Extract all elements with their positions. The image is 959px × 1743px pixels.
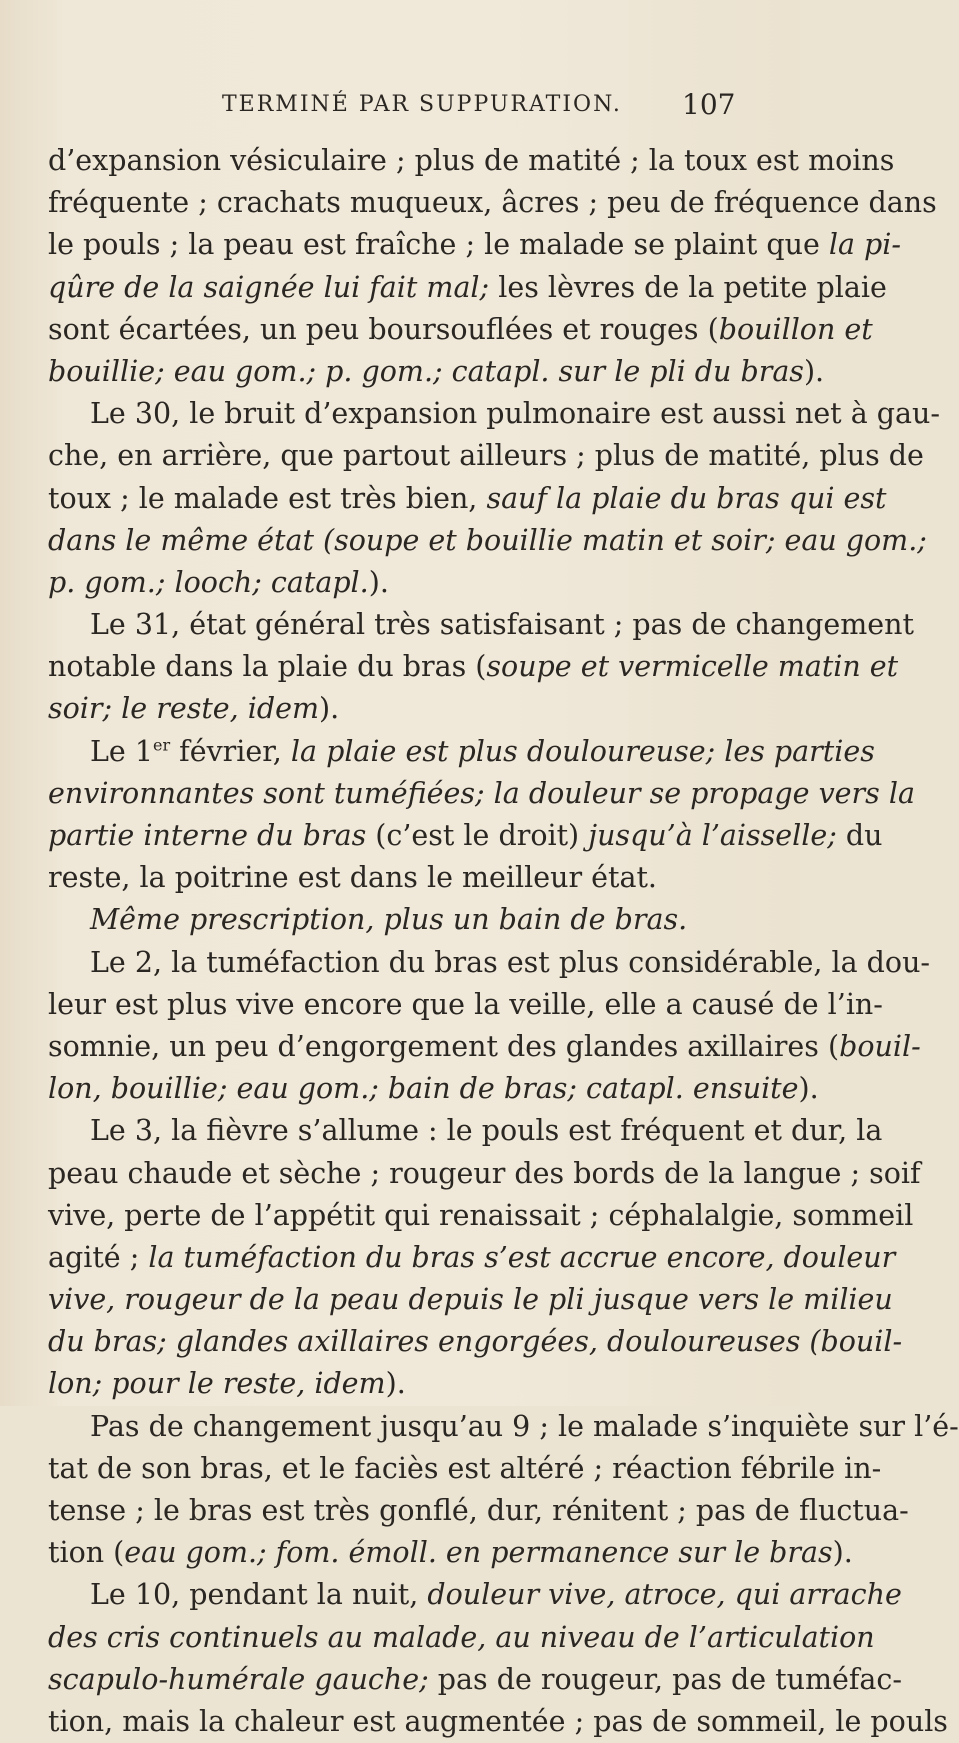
text-line <box>48 267 887 309</box>
text-line <box>48 688 772 730</box>
italic-text: environnantes sont tuméfiées; la douleur se propage vers la <box>48 776 915 810</box>
text-line <box>48 857 772 899</box>
text-segment: Le 3, la fièvre s’allume : le pouls est fréquent et dur, la <box>90 1114 883 1148</box>
text-segment: tat de son bras, et le faciès est altéré ; réaction fébrile in- <box>48 1451 882 1485</box>
text-line <box>48 1195 914 1237</box>
text-line <box>48 1617 875 1659</box>
text-segment: sont écartées, un peu boursouflées et rouges ( <box>48 312 719 346</box>
text-segment: Le 1 <box>90 734 153 768</box>
text-line <box>48 1279 893 1321</box>
text-segment: leur est plus vive encore que la veille, elle a causé de l’in- <box>48 987 883 1021</box>
running-title: TERMINÉ PAR SUPPURATION. <box>222 92 622 117</box>
text-segment: peau chaude et sèche ; rougeur des bords de la langue ; soif <box>48 1156 921 1190</box>
text-segment: (c’est le droit) <box>366 819 589 852</box>
italic-text: soupe et vermicelle matin et <box>486 650 899 684</box>
italic-text: sauf la plaie du bras qui est <box>486 481 887 515</box>
text-segment: tion ( <box>48 1536 125 1570</box>
text-line <box>48 1659 903 1701</box>
italic-text: bouillie; eau gom.; p. gom.; catapl. sur le pli du bras <box>48 354 804 388</box>
text-segment: fréquente ; crachats muqueux, âcres ; peu de fréquence dans <box>48 186 937 220</box>
italic-text: des cris continuels au malade, au niveau de l’articulation <box>48 1620 875 1654</box>
italic-text: bouil- <box>839 1029 921 1063</box>
italic-text: la pi- <box>828 228 902 262</box>
italic-text: lon, bouillie; eau gom.; bain de bras; catapl. ensuite <box>48 1072 799 1106</box>
text-segment: d’expansion vésiculaire ; plus de matité ; la toux est moins <box>48 144 895 177</box>
italic-text: vive, rougeur de la peau depuis le pli jusque vers le milieu <box>48 1283 893 1317</box>
text-line <box>48 140 895 182</box>
text-line <box>48 1406 959 1448</box>
text-line <box>48 562 772 604</box>
italic-text: la tuméfaction du bras s’est accrue encore, douleur <box>148 1240 896 1274</box>
text-line <box>48 1490 909 1532</box>
text-segment: tion, mais la chaleur est augmentée ; pas de sommeil, le pouls <box>48 1704 948 1738</box>
text-line <box>48 1153 921 1195</box>
text-segment: les lèvres de la petite plaie <box>489 270 887 304</box>
italic-text: p. gom.; looch; catapl. <box>48 565 369 599</box>
text-segment: Le 10, pendant la nuit, <box>90 1578 428 1612</box>
text-line <box>48 899 772 941</box>
text-segment: er <box>152 735 171 755</box>
text-segment: ). <box>832 1536 853 1570</box>
text-line <box>48 1110 883 1152</box>
italic-text: dans le même état (soupe et bouillie matin et soir; eau gom.; <box>48 523 927 557</box>
text-segment: somnie, un peu d’engorgement des glandes axillaires ( <box>48 1029 840 1063</box>
italic-text: scapulo-humérale gauche; <box>48 1662 429 1696</box>
text-segment: notable dans la plaie du bras ( <box>48 650 487 684</box>
text-line <box>48 1321 903 1363</box>
text-segment: Pas de changement jusqu’au 9 ; le malade s’inquiète sur l’é- <box>90 1409 959 1443</box>
text-segment: février, <box>170 734 291 768</box>
text-segment: ). <box>803 354 825 388</box>
text-line <box>48 1532 853 1574</box>
text-line <box>48 520 927 562</box>
text-line <box>48 1026 921 1068</box>
italic-text: douleur vive, atroce, qui arrache <box>427 1578 902 1612</box>
text-line <box>48 646 899 688</box>
text-line <box>48 731 875 773</box>
italic-text: la plaie est plus douloureuse; les parties <box>290 734 875 768</box>
italic-text: Même prescription, plus un bain de bras. <box>90 903 688 937</box>
italic-text: du bras; glandes axillaires engorgées, douloureuses (bouil- <box>48 1325 903 1359</box>
italic-text: lon; pour le reste, idem <box>48 1367 386 1401</box>
body-text <box>48 140 959 1743</box>
text-line <box>48 182 937 224</box>
text-segment: vive, perte de l’appétit qui renaissait ; céphalalgie, sommeil <box>48 1198 914 1232</box>
text-line <box>48 309 873 351</box>
text-segment: le pouls ; la peau est fraîche ; le malade se plaint que <box>48 228 829 262</box>
text-segment: che, en arrière, que partout ailleurs ; plus de matité, plus de <box>48 439 924 473</box>
text-line <box>48 1068 819 1110</box>
text-line <box>48 1448 882 1490</box>
text-segment: tense ; le bras est très gonflé, dur, rénitent ; pas de fluctua- <box>48 1494 909 1527</box>
italic-text: qûre de la saignée lui fait mal; <box>48 270 490 304</box>
text-line <box>48 984 883 1026</box>
text-line <box>48 942 931 984</box>
text-line <box>48 478 887 520</box>
text-segment: toux ; le malade est très bien, <box>48 481 487 515</box>
italic-text: bouillon et <box>718 312 873 346</box>
text-line <box>48 815 883 857</box>
text-line <box>48 393 940 435</box>
text-line <box>48 1701 948 1743</box>
text-segment: ). <box>385 1367 406 1401</box>
text-segment: Le 31, état général très satisfaisant ; pas de changement <box>90 608 914 642</box>
italic-text: soir; le reste, idem <box>48 692 320 726</box>
text-line <box>48 773 915 815</box>
text-segment: du <box>836 819 883 852</box>
text-segment: agité ; <box>48 1240 149 1274</box>
text-line <box>48 435 924 477</box>
page-number: 107 <box>682 88 736 121</box>
text-segment: ). <box>798 1072 819 1106</box>
text-line <box>48 351 825 393</box>
text-segment: ). <box>368 565 389 599</box>
italic-text: jusqu’à l’aisselle; <box>588 819 837 852</box>
text-line <box>48 224 902 266</box>
italic-text: partie interne du bras <box>48 819 367 852</box>
italic-text: eau gom.; fom. émoll. en permanence sur le bras <box>124 1536 833 1570</box>
text-line <box>48 604 914 646</box>
text-segment: Le 2, la tuméfaction du bras est plus considérable, la dou- <box>90 945 931 979</box>
text-line <box>48 1237 896 1279</box>
text-segment: Le 30, le bruit d’expansion pulmonaire est aussi net à gau- <box>90 397 940 431</box>
page-header <box>0 88 800 132</box>
text-segment: ). <box>319 692 340 726</box>
text-segment: reste, la poitrine est dans le meilleur état. <box>48 861 657 895</box>
text-line <box>48 1363 772 1405</box>
text-segment: pas de rougeur, pas de tuméfac- <box>428 1662 903 1696</box>
text-line <box>48 1574 902 1616</box>
